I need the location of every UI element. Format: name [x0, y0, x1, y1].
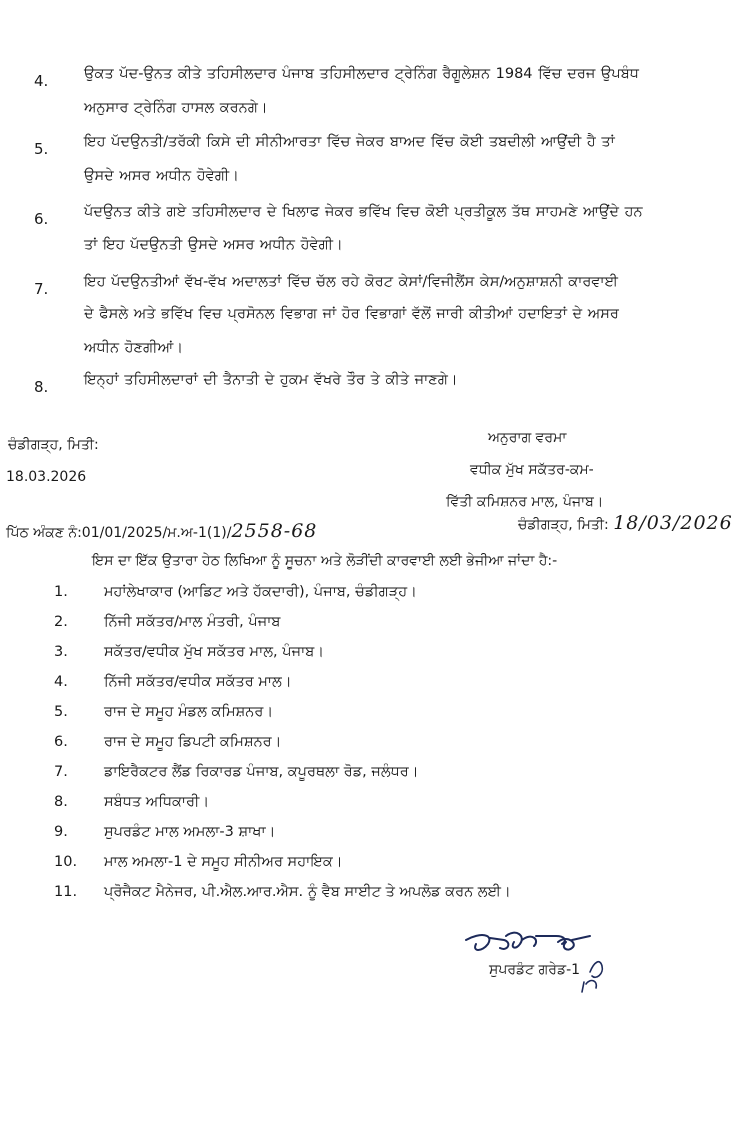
list-item	[0, 704, 737, 734]
superintendent-title: ਸੁਪਰਡੰਟ ਗਰੇਡ-1	[489, 962, 581, 978]
instruction-line: ਅਧੀਨ ਹੋਣਗੀਆਂ।	[84, 340, 184, 356]
instruction-number: 4.	[34, 72, 49, 90]
list-item-text: ਮਹਾਂਲੇਖਾਕਾਰ (ਆਡਿਟ ਅਤੇ ਹੱਕਦਾਰੀ), ਪੰਜਾਬ, ਚੰਡੀਗੜ੍ਹ।	[104, 584, 417, 600]
endorsement-ref-label: ਪਿੱਠ ਅੰਕਣ ਨੰ:01/01/2025/ਮ.ਅ-1(1)/	[6, 525, 232, 541]
copy-intro: ਇਸ ਦਾ ਇੱਕ ਉਤਾਰਾ ਹੇਠ ਲਿਖਿਆ ਨੂੰ ਸੂਚਨਾ ਅਤੇ ਲੋੜੀਂਦੀ ਕਾਰਵਾਈ ਲਈ ਭੇਜੀਆ ਜਾਂਦਾ ਹੈ:-	[92, 553, 558, 569]
instruction-line: ਇਹ ਪੱਦਉਨਤੀ/ਤਰੱਕੀ ਕਿਸੇ ਦੀ ਸੀਨੀਆਰਤਾ ਵਿੱਚ ਜੇਕਰ ਬਾਅਦ ਵਿੱਚ ਕੋਈ ਤਬਦੀਲੀ ਆਉਂਦੀ ਹੈ ਤਾਂ	[84, 134, 615, 150]
instruction-number: 6.	[34, 210, 49, 228]
list-item-number: 8.	[54, 794, 68, 810]
list-item-text: ਨਿੱਜੀ ਸਕੱਤਰ/ਵਧੀਕ ਸਕੱਤਰ ਮਾਲ।	[104, 674, 292, 690]
instruction-line: ਇਨ੍ਹਾਂ ਤਹਿਸੀਲਦਾਰਾਂ ਦੀ ਤੈਨਾਤੀ ਦੇ ਹੁਕਮ ਵੱਖਰੇ ਤੌਰ ਤੇ ਕੀਤੇ ਜਾਣਗੇ।	[84, 372, 458, 388]
instruction-line: ਅਨੁਸਾਰ ਟ੍ਰੇਨਿੰਗ ਹਾਸਲ ਕਰਨਗੇ।	[84, 100, 268, 116]
list-item	[0, 764, 737, 794]
instruction-number: 8.	[34, 378, 49, 396]
instruction-line: ਪੱਦਉਨਤ ਕੀਤੇ ਗਏ ਤਹਿਸੀਲਦਾਰ ਦੇ ਖਿਲਾਫ ਜੇਕਰ ਭਵਿੱਖ ਵਿਚ ਕੋਈ ਪ੍ਰਤੀਕੂਲ ਤੱਥ ਸਾਹਮਣੇ ਆਉਂਦੇ ਹਨ	[84, 204, 643, 220]
list-item	[0, 734, 737, 764]
list-item-number: 6.	[54, 734, 68, 750]
list-item-text: ਰਾਜ ਦੇ ਸਮੂਹ ਮੰਡਲ ਕਮਿਸ਼ਨਰ।	[104, 704, 274, 720]
signatory-designation-1: ਵਧੀਕ ਮੁੱਖ ਸਕੱਤਰ-ਕਮ-	[470, 462, 594, 478]
list-item	[0, 674, 737, 704]
list-item	[0, 644, 737, 674]
list-item	[0, 584, 737, 614]
list-item	[0, 614, 737, 644]
endorsement-ref	[6, 520, 317, 542]
list-item-number: 3.	[54, 644, 68, 660]
signatory-name: ਅਨੁਰਾਗ ਵਰਮਾ	[488, 430, 567, 446]
instruction-line: ਤਾਂ ਇਹ ਪੱਦਉਨਤੀ ਉਸਦੇ ਅਸਰ ਅਧੀਨ ਹੋਵੇਗੀ।	[84, 237, 343, 253]
list-item-number: 1.	[54, 584, 68, 600]
instruction-line: ਉਕਤ ਪੱਦ-ਉਨਤ ਕੀਤੇ ਤਹਿਸੀਲਦਾਰ ਪੰਜਾਬ ਤਹਿਸੀਲਦਾਰ ਟ੍ਰੇਨਿੰਗ ਰੈਗੂਲੇਸ਼ਨ 1984 ਵਿੱਚ ਦਰਜ ਉਪਬੰਧ	[84, 66, 639, 82]
instruction-number: 7.	[34, 280, 49, 298]
list-item-number: 9.	[54, 824, 68, 840]
list-item-number: 4.	[54, 674, 68, 690]
list-item-number: 7.	[54, 764, 68, 780]
list-item-text: ਡਾਇਰੈਕਟਰ ਲੈਂਡ ਰਿਕਾਰਡ ਪੰਜਾਬ, ਕਪੂਰਥਲਾ ਰੋਡ, ਜਲੰਧਰ।	[104, 764, 419, 780]
endorsement-date-handwritten: 18/03/2026	[613, 512, 733, 534]
list-item-text: ਸੁਪਰਡੰਟ ਮਾਲ ਅਮਲਾ-3 ਸ਼ਾਖਾ।	[104, 824, 276, 840]
instruction-line: ਦੇ ਫੈਸਲੇ ਅਤੇ ਭਵਿੱਖ ਵਿਚ ਪ੍ਰਸੋਨਲ ਵਿਭਾਗ ਜਾਂ ਹੋਰ ਵਿਭਾਗਾਂ ਵੱਲੋਂ ਜਾਰੀ ਕੀਤੀਆਂ ਹਦਾਇਤਾਂ ਦੇ ਅਸਰ	[84, 306, 619, 322]
place-date-label: ਚੰਡੀਗੜ੍ਹ, ਮਿਤੀ:	[8, 437, 99, 453]
endorsement-date	[518, 512, 733, 534]
list-item	[0, 794, 737, 824]
signatory-designation-2: ਵਿੱਤੀ ਕਮਿਸ਼ਨਰ ਮਾਲ, ਪੰਜਾਬ।	[446, 494, 604, 510]
endorsement-date-label: ਚੰਡੀਗੜ੍ਹ, ਮਿਤੀ:	[518, 517, 609, 533]
list-item-number: 2.	[54, 614, 68, 630]
issue-date: 18.03.2026	[6, 469, 87, 485]
list-item-text: ਰਾਜ ਦੇ ਸਮੂਹ ਡਿਪਟੀ ਕਮਿਸ਼ਨਰ।	[104, 734, 282, 750]
endorsement-ref-handwritten: 2558-68	[231, 520, 318, 542]
list-item-number: 10.	[54, 854, 78, 870]
list-item	[0, 824, 737, 854]
list-item-text: ਸਬੰਧਤ ਅਧਿਕਾਰੀ।	[104, 794, 210, 810]
instruction-line: ਇਹ ਪੱਦਉਨਤੀਆਂ ਵੱਖ-ਵੱਖ ਅਦਾਲਤਾਂ ਵਿੱਚ ਚੱਲ ਰਹੇ ਕੋਰਟ ਕੇਸਾਂ/ਵਿਜੀਲੈਂਸ ਕੇਸ/ਅਨੁਸ਼ਾਸ਼ਨੀ ਕਾਰਵਾਈ	[84, 274, 619, 290]
instruction-number: 5.	[34, 140, 49, 158]
list-item-text: ਸਕੱਤਰ/ਵਧੀਕ ਮੁੱਖ ਸਕੱਤਰ ਮਾਲ, ਪੰਜਾਬ।	[104, 644, 325, 660]
list-item-text: ਨਿੱਜੀ ਸਕੱਤਰ/ਮਾਲ ਮੰਤਰੀ, ਪੰਜਾਬ	[104, 614, 281, 630]
list-item-number: 5.	[54, 704, 68, 720]
list-item-text: ਪ੍ਰੋਜੈਕਟ ਮੈਨੇਜਰ, ਪੀ.ਐਲ.ਆਰ.ਐਸ. ਨੂੰ ਵੈਬ ਸਾਈਟ ਤੇ ਅਪਲੋਡ ਕਰਨ ਲਈ।	[104, 884, 511, 900]
list-item	[0, 884, 737, 914]
instruction-line: ਉਸਦੇ ਅਸਰ ਅਧੀਨ ਹੋਵੇਗੀ।	[84, 168, 239, 184]
list-item-text: ਮਾਲ ਅਮਲਾ-1 ਦੇ ਸਮੂਹ ਸੀਨੀਅਰ ਸਹਾਇਕ।	[104, 854, 343, 870]
list-item	[0, 854, 737, 884]
list-item-number: 11.	[54, 884, 78, 900]
